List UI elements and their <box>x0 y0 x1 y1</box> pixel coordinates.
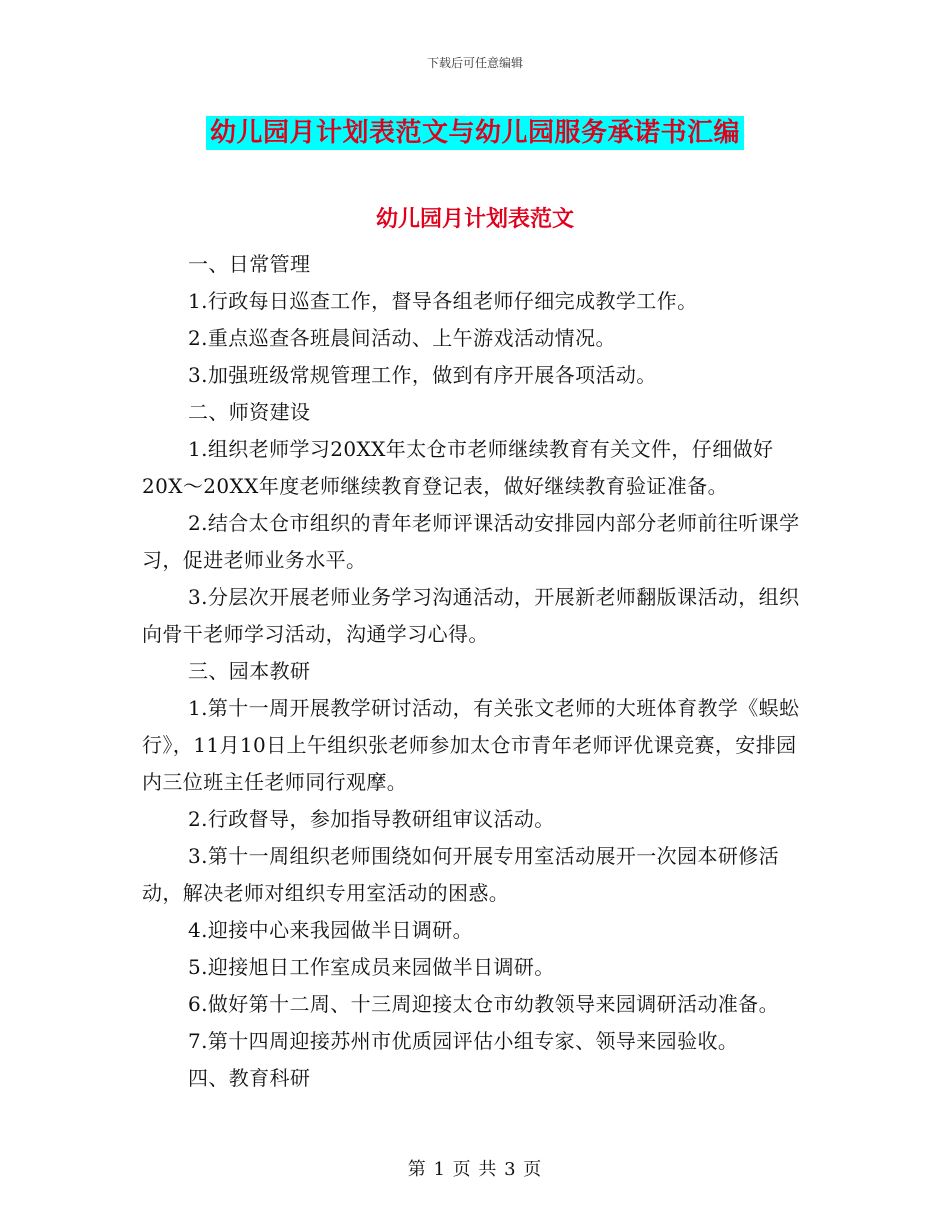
list-item: 3.第十一周组织老师围绕如何开展专用室活动展开一次园本研修活动，解决老师对组织专用室活动的困惑。 <box>142 844 780 905</box>
list-item: 2.结合太仓市组织的青年老师评课活动安排园内部分老师前往听课学习，促进老师业务水平。 <box>142 511 800 572</box>
list-item: 3.分层次开展老师业务学习沟通活动，开展新老师翻版课活动，组织向骨干老师学习活动，沟通学习心得。 <box>142 585 800 646</box>
list-item: 4.迎接中心来我园做半日调研。 <box>188 918 474 942</box>
list-item: 1.组织老师学习20XX年太仓市老师继续教育有关文件，仔细做好20X～20XX年度老师继续教育登记表，做好继续教育验证准备。 <box>142 437 774 498</box>
document-title <box>0 112 950 149</box>
list-item: 2.行政督导，参加指导教研组审议活动。 <box>188 807 555 831</box>
section-heading: 二、师资建设 <box>188 400 311 424</box>
document-body <box>142 246 812 1097</box>
section-title: 幼儿园月计划表范文 <box>375 206 574 232</box>
list-item: 3.加强班级常规管理工作，做到有序开展各项活动。 <box>188 363 657 387</box>
list-item: 5.迎接旭日工作室成员来园做半日调研。 <box>188 955 555 979</box>
list-item: 7.第十四周迎接苏州市优质园评估小组专家、领导来园验收。 <box>188 1029 739 1053</box>
section-heading: 一、日常管理 <box>188 252 311 276</box>
header-note: 下载后可任意编辑 <box>426 56 523 70</box>
page-footer: 第 1 页 共 3 页 <box>407 1159 543 1180</box>
list-item: 1.第十一周开展教学研讨活动，有关张文老师的大班体育教学《蜈蚣行》，11月10日上午组织张老师参加太仓市青年老师评优课竞赛，安排园内三位班主任老师同行观摩。 <box>142 696 800 794</box>
document-title-text: 幼儿园月计划表范文与幼儿园服务承诺书汇编 <box>206 116 744 150</box>
list-item: 6.做好第十二周、十三周迎接太仓市幼教领导来园调研活动准备。 <box>188 992 780 1016</box>
section-heading: 四、教育科研 <box>188 1066 311 1090</box>
section-heading: 三、园本教研 <box>188 659 311 683</box>
list-item: 1.行政每日巡查工作，督导各组老师仔细完成教学工作。 <box>188 289 698 313</box>
list-item: 2.重点巡查各班晨间活动、上午游戏活动情况。 <box>188 326 616 350</box>
